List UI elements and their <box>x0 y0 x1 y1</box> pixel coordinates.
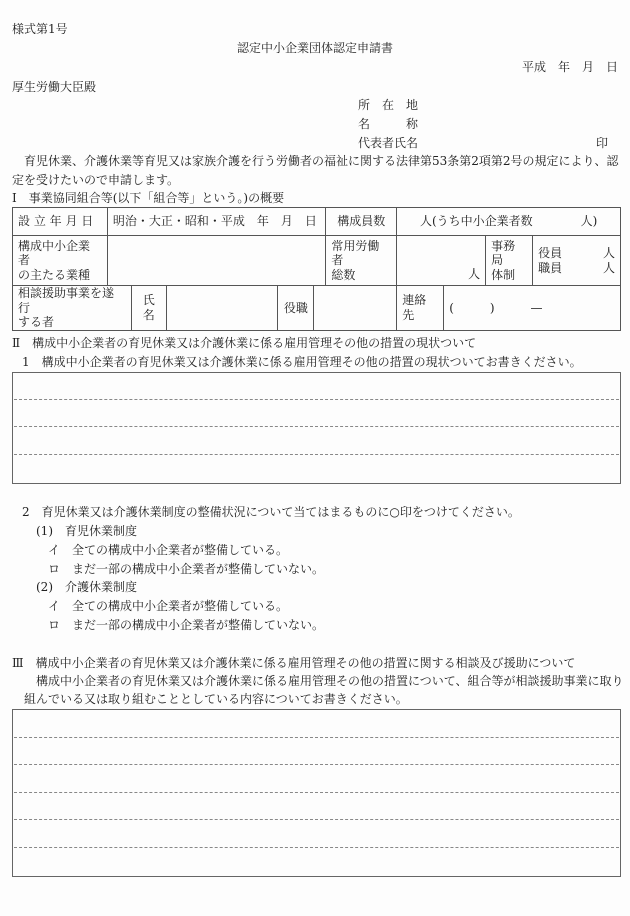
organization-overview-table <box>12 207 621 331</box>
consultant-name-label: 氏名 <box>131 286 166 331</box>
section2-heading: Ⅱ 構成中小企業者の育児休業又は介護休業に係る雇用管理その他の措置の現状ついて <box>12 336 477 350</box>
consultation-support-textarea[interactable] <box>12 709 621 877</box>
location-label: 所 在 地 <box>358 98 419 112</box>
workers-label: 常用労働者 総数 <box>326 236 397 286</box>
ruled-line <box>14 764 619 765</box>
consultant-label: 相談援助事業を遂行 する者 <box>13 286 132 331</box>
current-status-textarea[interactable] <box>12 372 621 484</box>
consultant-position-label: 役職 <box>278 286 314 331</box>
question1: 1 構成中小企業者の育児休業又は介護休業に係る雇用管理その他の措置の現状ついてお書きください。 <box>22 355 582 369</box>
nursing-option-a[interactable]: イ 全ての構成中小企業者が整備している。 <box>48 599 289 613</box>
contact-label: 連絡先 <box>397 286 444 331</box>
childcare-option-a[interactable]: イ 全ての構成中小企業者が整備している。 <box>48 543 289 557</box>
ruled-line <box>14 847 619 848</box>
seal-mark: 印 <box>596 136 609 150</box>
section1-heading: Ⅰ 事業協同組合等(以下「組合等」という。)の概要 <box>12 191 285 205</box>
ruled-line <box>14 737 619 738</box>
consultant-position-value[interactable] <box>314 286 397 331</box>
est-date-label: 設 立 年 月 日 <box>13 208 108 236</box>
nursing-option-b[interactable]: ロ まだ一部の構成中小企業者が整備していない。 <box>48 618 325 632</box>
representative-label: 代表者氏名 <box>358 136 419 150</box>
ruled-line <box>14 426 619 427</box>
nursing-leave-title: (2) 介護休業制度 <box>36 580 137 594</box>
members-label: 構成員数 <box>326 208 397 236</box>
question2: 2 育児休業又は介護休業制度の整備状況について当てはまるものに○印をつけてください。 <box>22 505 520 519</box>
est-date-value[interactable]: 明治・大正・昭和・平成 年 月 日 <box>107 208 326 236</box>
section3-heading: Ⅲ 構成中小企業者の育児休業又は介護休業に係る雇用管理その他の措置に関する相談及び援助について <box>12 656 576 670</box>
form-number: 様式第1号 <box>12 22 68 36</box>
childcare-leave-title: (1) 育児休業制度 <box>36 524 137 538</box>
ruled-line <box>14 792 619 793</box>
office-label: 事務局 体制 <box>486 236 533 286</box>
application-date[interactable]: 平成 年 月 日 <box>521 60 618 74</box>
office-staff-value[interactable]: 役員 人 職員 人 <box>533 236 621 286</box>
intro-paragraph: 育児休業、介護休業等育児又は家族介護を行う労働者の福祉に関する法律第53条第2項第2号の規定により、認定を受けたいので申請します。 <box>12 154 619 187</box>
ruled-line <box>14 454 619 455</box>
section3-instruction-line1: 構成中小企業者の育児休業又は介護休業に係る雇用管理その他の措置について、組合等が相談援助事業に取り <box>36 674 624 688</box>
ruled-line <box>14 819 619 820</box>
name-label: 名 称 <box>358 117 419 131</box>
document-title: 認定中小企業団体認定申請書 <box>236 41 393 55</box>
ruled-line <box>14 399 619 400</box>
workers-value[interactable]: 人 <box>397 236 486 286</box>
consultant-name-value[interactable] <box>166 286 278 331</box>
section3-instruction-line2: 組んでいる又は取り組むこととしている内容についてお書きください。 <box>24 692 408 706</box>
industry-label: 構成中小企業者 の主たる業種 <box>13 236 108 286</box>
contact-value[interactable]: ( ) — <box>444 286 621 331</box>
childcare-option-b[interactable]: ロ まだ一部の構成中小企業者が整備していない。 <box>48 562 325 576</box>
industry-value[interactable] <box>107 236 326 286</box>
members-value[interactable]: 人(うち中小企業者数 人) <box>397 208 621 236</box>
addressee: 厚生労働大臣殿 <box>12 80 97 94</box>
